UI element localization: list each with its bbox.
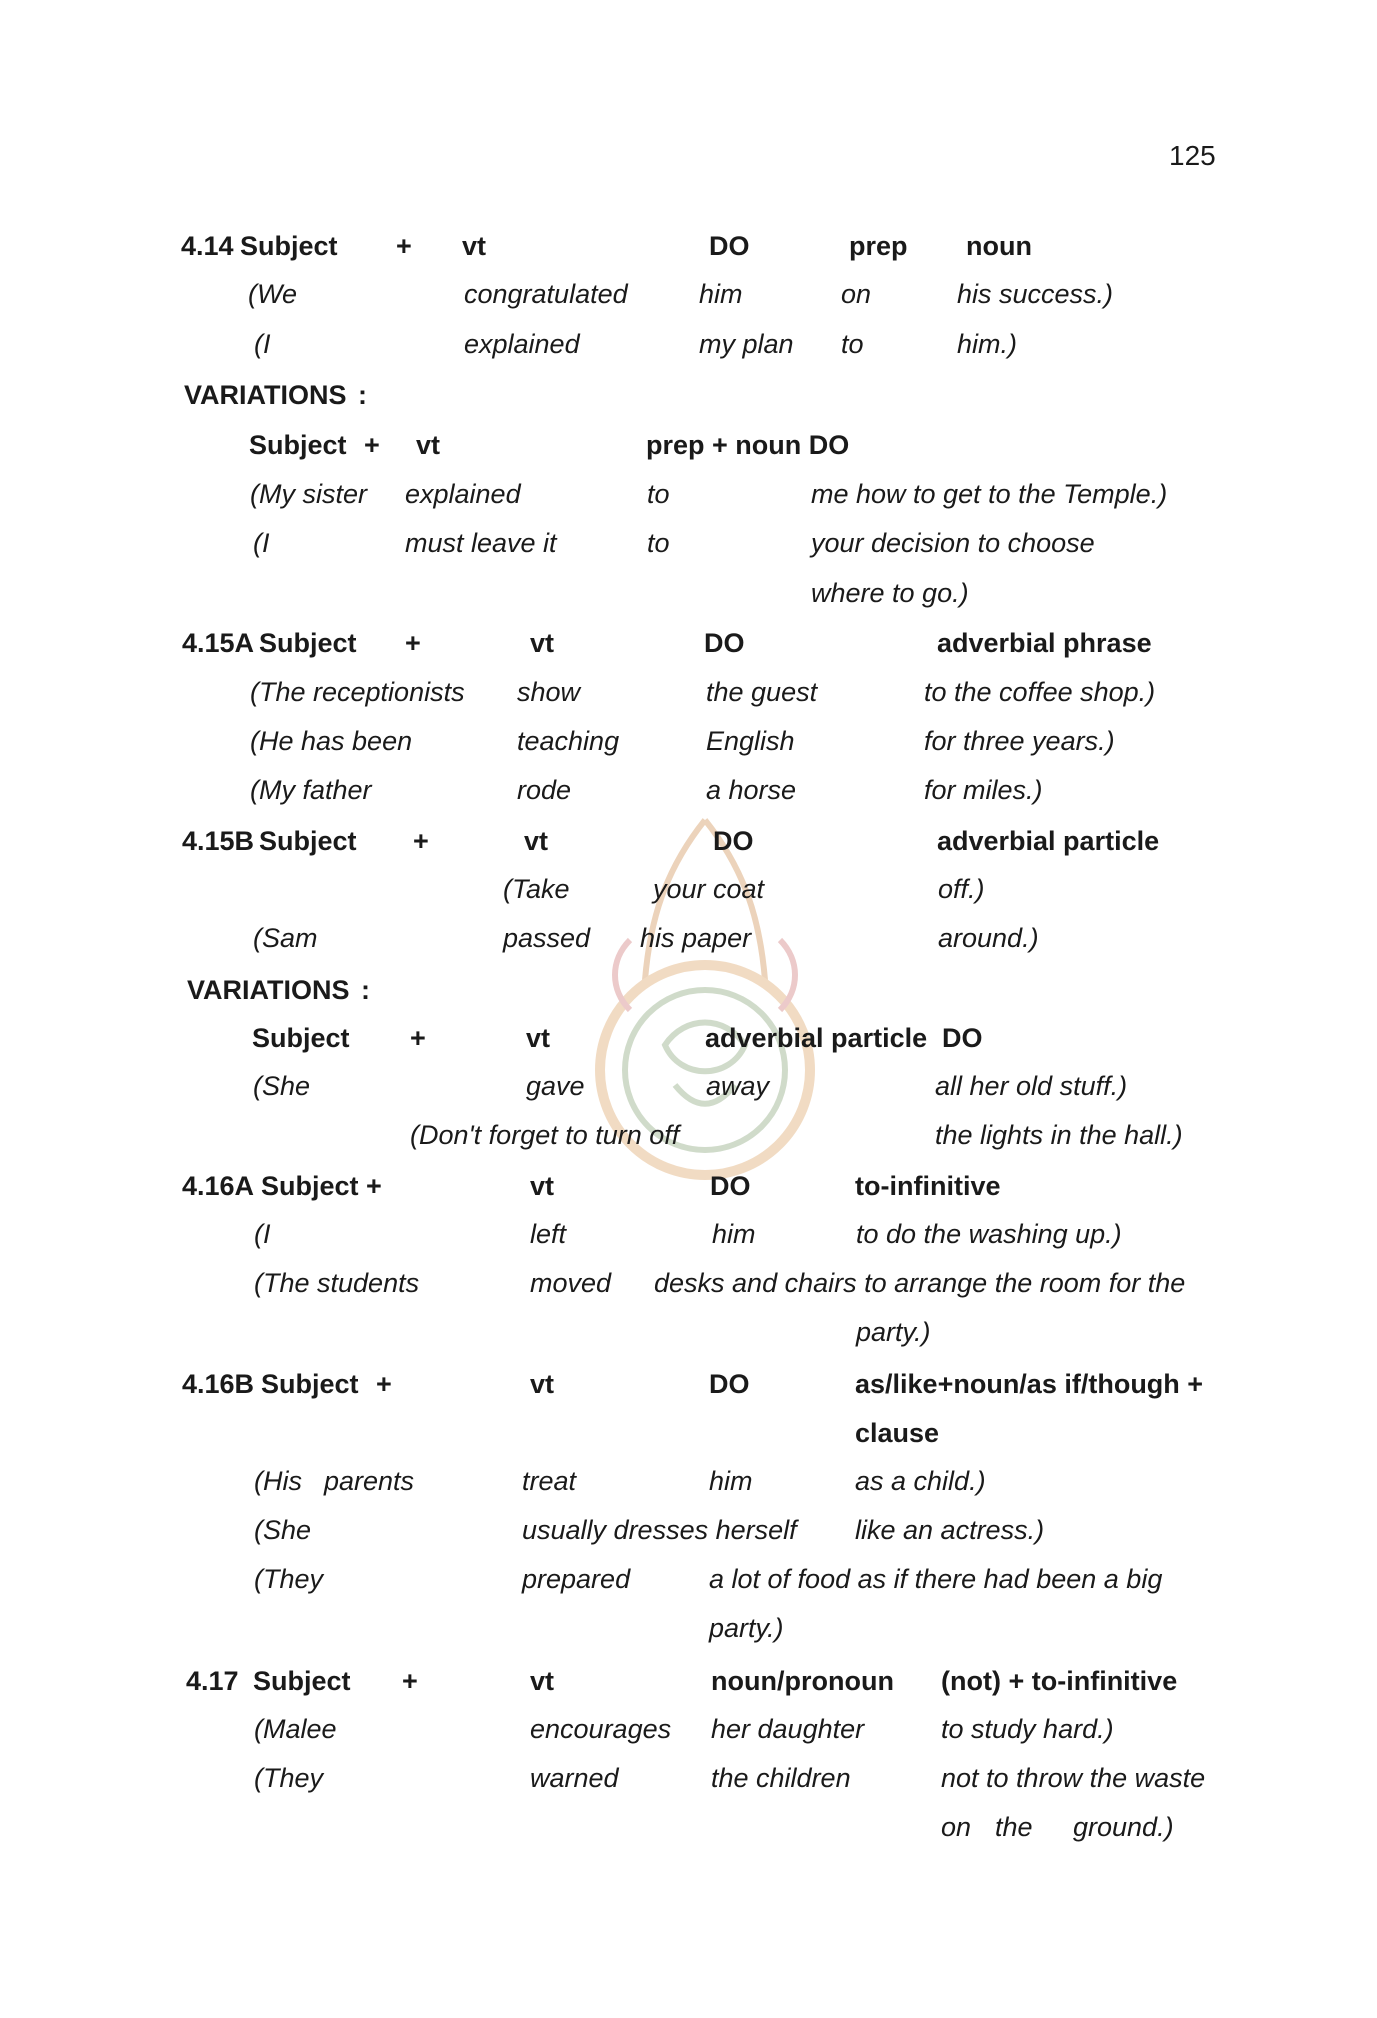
header-subject: Subject [253, 1666, 351, 1696]
example-verb: congratulated [464, 279, 628, 309]
example-object: his paper [640, 923, 752, 953]
header-subject: Subject [252, 1023, 350, 1053]
header-as-like-clause: as/like+noun/as if/though + [855, 1369, 1204, 1399]
example-verb: gave [526, 1071, 585, 1101]
example-subject: (She [253, 1071, 311, 1101]
example-object: him [712, 1219, 756, 1249]
example-comparison: as a child.) [855, 1466, 986, 1496]
example-verb: must leave it [405, 528, 557, 558]
header-plus: + [364, 430, 380, 460]
header-adverbial-phrase: adverbial phrase [937, 628, 1152, 658]
header-noun-pronoun: noun/pronoun [711, 1666, 894, 1696]
example-object: the guest [706, 677, 818, 707]
header-vt: vt [530, 1171, 555, 1201]
section-label-4-14: 4.14 [181, 231, 234, 261]
variations-colon: : [361, 975, 370, 1005]
example-subject: (His [254, 1466, 302, 1496]
example-subject: (They [254, 1763, 324, 1793]
example-adverbial: for three years.) [924, 726, 1115, 756]
example-subject: (I [253, 528, 270, 558]
header-adverbial-particle: adverbial particle [705, 1023, 928, 1053]
header-vt: vt [524, 826, 549, 856]
example-continued-ground: ground.) [1073, 1812, 1174, 1842]
example-comparison: like an actress.) [855, 1515, 1045, 1545]
header-vt: vt [462, 231, 487, 261]
example-adverbial: to the coffee shop.) [924, 677, 1156, 707]
variations-colon: : [358, 380, 367, 410]
example-continued-the: the [995, 1812, 1033, 1842]
example-do: the lights in the hall.) [935, 1120, 1183, 1150]
header-noun: noun [966, 231, 1032, 261]
header-subject: Subject + [261, 1171, 382, 1201]
header-plus: + [405, 628, 421, 658]
header-do: DO [704, 628, 745, 658]
example-verb: moved [530, 1268, 612, 1298]
section-label-4-15a: 4.15A [182, 628, 255, 658]
example-infinitive: to do the washing up.) [856, 1219, 1122, 1249]
header-do: DO [942, 1023, 983, 1053]
example-verb: treat [522, 1466, 577, 1496]
example-subject: (Malee [254, 1714, 337, 1744]
header-plus: + [376, 1369, 392, 1399]
section-label-4-16a: 4.16A [182, 1171, 255, 1201]
header-plus: + [410, 1023, 426, 1053]
header-do: DO [709, 231, 750, 261]
header-do: DO [710, 1171, 751, 1201]
example-noun: his success.) [957, 279, 1114, 309]
header-plus: + [396, 231, 412, 261]
header-plus: + [413, 826, 429, 856]
example-particle: around.) [938, 923, 1039, 953]
example-verb: rode [517, 775, 572, 805]
example-object: him [709, 1466, 753, 1496]
example-prep: to [647, 479, 670, 509]
header-do: DO [713, 826, 754, 856]
example-subject: (We [248, 279, 298, 309]
example-do: all her old stuff.) [935, 1071, 1128, 1101]
example-verb: warned [530, 1763, 619, 1793]
example-adverbial: for miles.) [924, 775, 1043, 805]
section-label-4-17: 4.17 [186, 1666, 239, 1696]
example-continued-on: on [941, 1812, 972, 1842]
example-verb: teaching [517, 726, 620, 756]
example-subject: parents [324, 1466, 415, 1496]
example-object: him [699, 279, 743, 309]
example-object-clause: a lot of food as if there had been a big [709, 1564, 1163, 1594]
header-adverbial-particle: adverbial particle [937, 826, 1160, 856]
header-not-to-infinitive: (not) + to-infinitive [941, 1666, 1178, 1696]
example-prep: on [841, 279, 872, 309]
header-prep-noun-do: prep + noun DO [646, 430, 850, 460]
header-plus: + [402, 1666, 418, 1696]
header-subject: Subject [249, 430, 347, 460]
example-object-infinitive: desks and chairs to arrange the room for the [654, 1268, 1186, 1298]
header-subject: Subject [259, 628, 357, 658]
header-vt: vt [526, 1023, 551, 1053]
example-prep: to [647, 528, 670, 558]
example-verb: passed [503, 923, 591, 953]
example-particle: away [706, 1071, 770, 1101]
example-verb: explained [464, 329, 580, 359]
header-vt: vt [530, 1369, 555, 1399]
example-infinitive: not to throw the waste [941, 1763, 1206, 1793]
example-verb: prepared [522, 1564, 631, 1594]
header-vt: vt [416, 430, 441, 460]
header-subject: Subject [259, 826, 357, 856]
example-verb: usually dresses herself [522, 1515, 797, 1545]
header-do: DO [709, 1369, 750, 1399]
example-subject: (He has been [250, 726, 413, 756]
example-verb: explained [405, 479, 521, 509]
header-vt: vt [530, 628, 555, 658]
example-subject: (The students [254, 1268, 420, 1298]
example-infinitive: to study hard.) [941, 1714, 1114, 1744]
example-verb: left [530, 1219, 567, 1249]
example-verb: show [517, 677, 581, 707]
example-object: my plan [699, 329, 794, 359]
example-verb: (Take [503, 874, 570, 904]
example-object: her daughter [711, 1714, 865, 1744]
example-continued: party.) [856, 1317, 931, 1347]
example-subject: (I [254, 329, 271, 359]
header-to-infinitive: to-infinitive [855, 1171, 1001, 1201]
section-label-4-15b: 4.15B [182, 826, 255, 856]
header-vt: vt [530, 1666, 555, 1696]
header-prep: prep [849, 231, 908, 261]
example-noun: him.) [957, 329, 1017, 359]
section-label-4-16b: 4.16B [182, 1369, 255, 1399]
example-subject: (They [254, 1564, 324, 1594]
example-subject: (I [254, 1219, 271, 1249]
example-continued: party.) [709, 1613, 784, 1643]
example-object: English [706, 726, 795, 756]
example-object: a horse [706, 775, 797, 805]
variations-heading: VARIATIONS [184, 380, 347, 410]
example-do: your decision to choose [811, 528, 1095, 558]
header-subject: Subject [240, 231, 338, 261]
example-prep: to [841, 329, 864, 359]
example-object: the children [711, 1763, 851, 1793]
header-clause: clause [855, 1418, 940, 1448]
page-number: 125 [1169, 140, 1216, 171]
example-object: your coat [653, 874, 765, 904]
example-subject: (The receptionists [250, 677, 465, 707]
example-subject: (My sister [250, 479, 367, 509]
example-particle: off.) [938, 874, 985, 904]
example-imperative: (Don't forget to turn off [410, 1120, 680, 1150]
header-subject: Subject [261, 1369, 359, 1399]
example-subject: (My father [250, 775, 372, 805]
example-do-continued: where to go.) [811, 578, 969, 608]
variations-heading: VARIATIONS [187, 975, 350, 1005]
example-verb: encourages [530, 1714, 672, 1744]
example-subject: (Sam [253, 923, 318, 953]
example-do: me how to get to the Temple.) [811, 479, 1168, 509]
example-subject: (She [254, 1515, 312, 1545]
